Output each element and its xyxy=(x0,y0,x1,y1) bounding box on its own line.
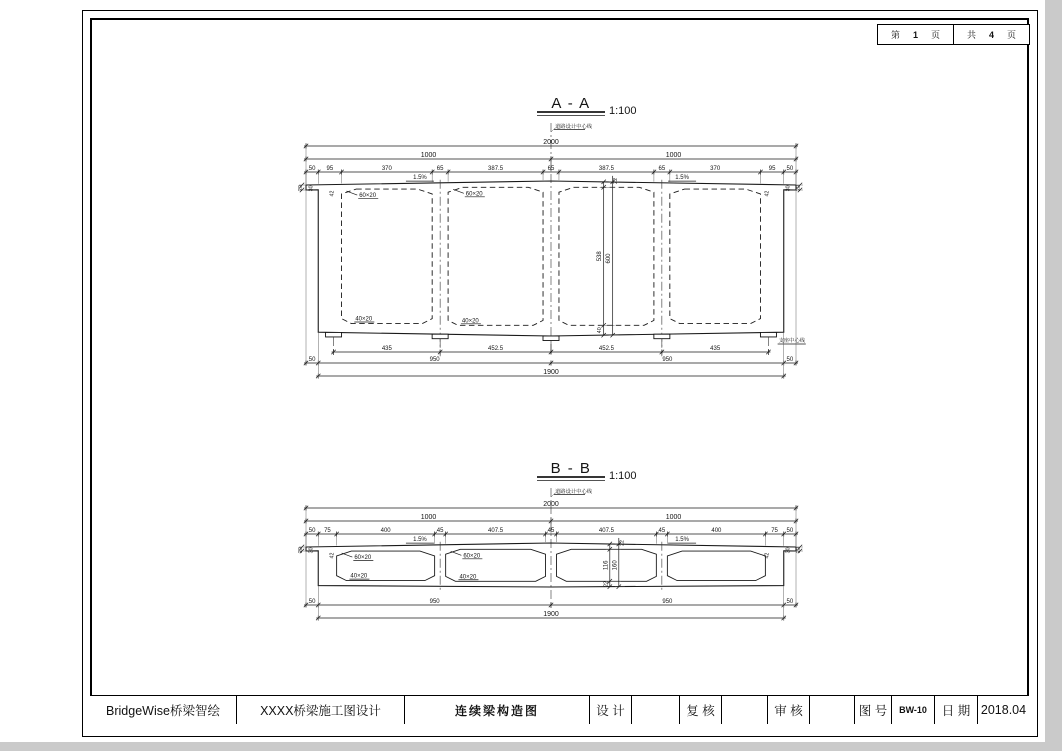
svg-text:370: 370 xyxy=(710,166,721,172)
review-value xyxy=(810,696,855,724)
design-label xyxy=(590,696,632,724)
svg-text:20: 20 xyxy=(298,185,304,191)
svg-text:40: 40 xyxy=(597,327,604,334)
total-label: 共 xyxy=(966,30,976,40)
svg-text:40×20: 40×20 xyxy=(355,316,373,323)
svg-text:435: 435 xyxy=(381,346,392,352)
screen-edge-right xyxy=(1045,0,1062,751)
project-name-text: XXXX桥梁施工图设计 xyxy=(260,704,381,718)
svg-text:60×20: 60×20 xyxy=(465,191,483,198)
svg-text:1000: 1000 xyxy=(420,514,437,521)
svg-text:65: 65 xyxy=(547,166,555,172)
svg-text:50: 50 xyxy=(308,599,316,605)
svg-text:1000: 1000 xyxy=(420,152,437,159)
date-value-text: 2018.04 xyxy=(980,703,1027,717)
svg-text:道路设计中心线: 道路设计中心线 xyxy=(555,124,593,130)
svg-text:60×20: 60×20 xyxy=(463,553,481,560)
svg-text:40×20: 40×20 xyxy=(459,574,477,581)
svg-text:1900: 1900 xyxy=(543,611,559,618)
svg-text:116: 116 xyxy=(603,560,610,571)
svg-text:22: 22 xyxy=(603,580,610,587)
svg-text:30: 30 xyxy=(785,185,792,192)
svg-text:407.5: 407.5 xyxy=(488,528,504,534)
svg-text:95: 95 xyxy=(326,166,334,172)
page-label: 第 xyxy=(890,30,900,40)
svg-text:B - B: B - B xyxy=(550,460,592,477)
svg-text:45: 45 xyxy=(547,528,555,534)
svg-text:60×20: 60×20 xyxy=(354,555,372,562)
svg-text:22: 22 xyxy=(619,540,626,546)
svg-text:50: 50 xyxy=(308,166,316,172)
svg-text:387.5: 387.5 xyxy=(598,166,614,172)
company-name xyxy=(90,696,237,724)
svg-text:600: 600 xyxy=(606,253,613,264)
svg-text:50: 50 xyxy=(786,357,794,363)
svg-text:30: 30 xyxy=(785,547,792,554)
review-label-text: 审 核 xyxy=(774,704,803,718)
company-name-text: BridgeWise桥梁智绘 xyxy=(106,704,220,718)
svg-text:1.5%: 1.5% xyxy=(675,537,689,544)
svg-text:45: 45 xyxy=(658,528,666,534)
design-label-text: 设 计 xyxy=(596,704,625,718)
title-block xyxy=(90,695,1029,724)
project-name xyxy=(237,696,405,724)
svg-text:1:100: 1:100 xyxy=(609,105,637,117)
svg-text:435: 435 xyxy=(710,346,721,352)
svg-text:40×20: 40×20 xyxy=(350,573,368,580)
svg-text:950: 950 xyxy=(429,357,440,363)
svg-text:1000: 1000 xyxy=(665,514,682,521)
svg-text:30: 30 xyxy=(308,185,315,192)
svg-text:370: 370 xyxy=(381,166,392,172)
svg-text:支座中心线: 支座中心线 xyxy=(778,338,806,344)
date-value xyxy=(978,696,1029,724)
svg-text:60×20: 60×20 xyxy=(359,193,377,200)
svg-text:50: 50 xyxy=(786,166,794,172)
svg-text:30: 30 xyxy=(308,547,315,554)
svg-text:道路设计中心线: 道路设计中心线 xyxy=(555,489,593,495)
svg-text:1.5%: 1.5% xyxy=(413,175,427,182)
drawing-no-label xyxy=(855,696,892,724)
svg-text:75: 75 xyxy=(324,528,331,534)
svg-text:950: 950 xyxy=(662,357,673,363)
drawing-no-value-text: BW-10 xyxy=(899,705,927,715)
svg-text:65: 65 xyxy=(436,166,444,172)
date-label xyxy=(935,696,978,724)
check-value xyxy=(722,696,768,724)
svg-text:452.5: 452.5 xyxy=(488,346,504,352)
drawing-title xyxy=(405,696,590,724)
review-label xyxy=(768,696,810,724)
svg-text:A - A: A - A xyxy=(551,95,591,112)
svg-text:400: 400 xyxy=(380,528,391,534)
svg-text:50: 50 xyxy=(308,357,316,363)
svg-text:400: 400 xyxy=(711,528,722,534)
svg-text:45: 45 xyxy=(436,528,444,534)
svg-text:50: 50 xyxy=(786,599,794,605)
svg-text:50: 50 xyxy=(308,528,316,534)
svg-text:1900: 1900 xyxy=(543,369,559,376)
svg-text:1000: 1000 xyxy=(665,152,682,159)
svg-text:452.5: 452.5 xyxy=(598,346,614,352)
svg-text:1.5%: 1.5% xyxy=(413,537,427,544)
drawing-no-value xyxy=(892,696,935,724)
svg-text:20: 20 xyxy=(298,547,304,553)
page-current-value: 1 xyxy=(912,29,918,40)
svg-text:42: 42 xyxy=(764,190,771,197)
svg-text:2000: 2000 xyxy=(543,501,559,508)
svg-text:387.5: 387.5 xyxy=(488,166,504,172)
svg-text:42: 42 xyxy=(329,552,336,559)
svg-text:20: 20 xyxy=(796,185,802,191)
svg-text:950: 950 xyxy=(429,599,440,605)
design-value xyxy=(632,696,680,724)
check-label xyxy=(680,696,722,724)
drawing-no-label-text: 图 号 xyxy=(858,704,888,718)
total-unit: 页 xyxy=(1006,30,1016,40)
svg-text:1.5%: 1.5% xyxy=(675,175,689,182)
svg-text:950: 950 xyxy=(662,599,673,605)
svg-text:95: 95 xyxy=(768,166,776,172)
svg-text:20: 20 xyxy=(796,547,802,553)
svg-text:75: 75 xyxy=(771,528,778,534)
svg-text:40×20: 40×20 xyxy=(461,318,479,325)
svg-text:42: 42 xyxy=(329,190,336,197)
check-label-text: 复 核 xyxy=(686,704,715,718)
svg-text:2000: 2000 xyxy=(543,139,559,146)
page-unit: 页 xyxy=(930,30,940,40)
svg-text:50: 50 xyxy=(786,528,794,534)
page-total-value: 4 xyxy=(988,29,994,40)
date-label-text: 日 期 xyxy=(941,704,971,718)
screen-edge-bottom xyxy=(0,742,1062,751)
svg-text:1:100: 1:100 xyxy=(609,470,637,482)
svg-text:538: 538 xyxy=(597,251,604,262)
svg-text:407.5: 407.5 xyxy=(598,528,614,534)
svg-text:42: 42 xyxy=(764,552,771,559)
svg-text:65: 65 xyxy=(658,166,666,172)
drawing-title-text: 连续梁构造图 xyxy=(454,703,539,718)
svg-text:160: 160 xyxy=(612,560,619,571)
svg-text:22: 22 xyxy=(613,177,620,184)
